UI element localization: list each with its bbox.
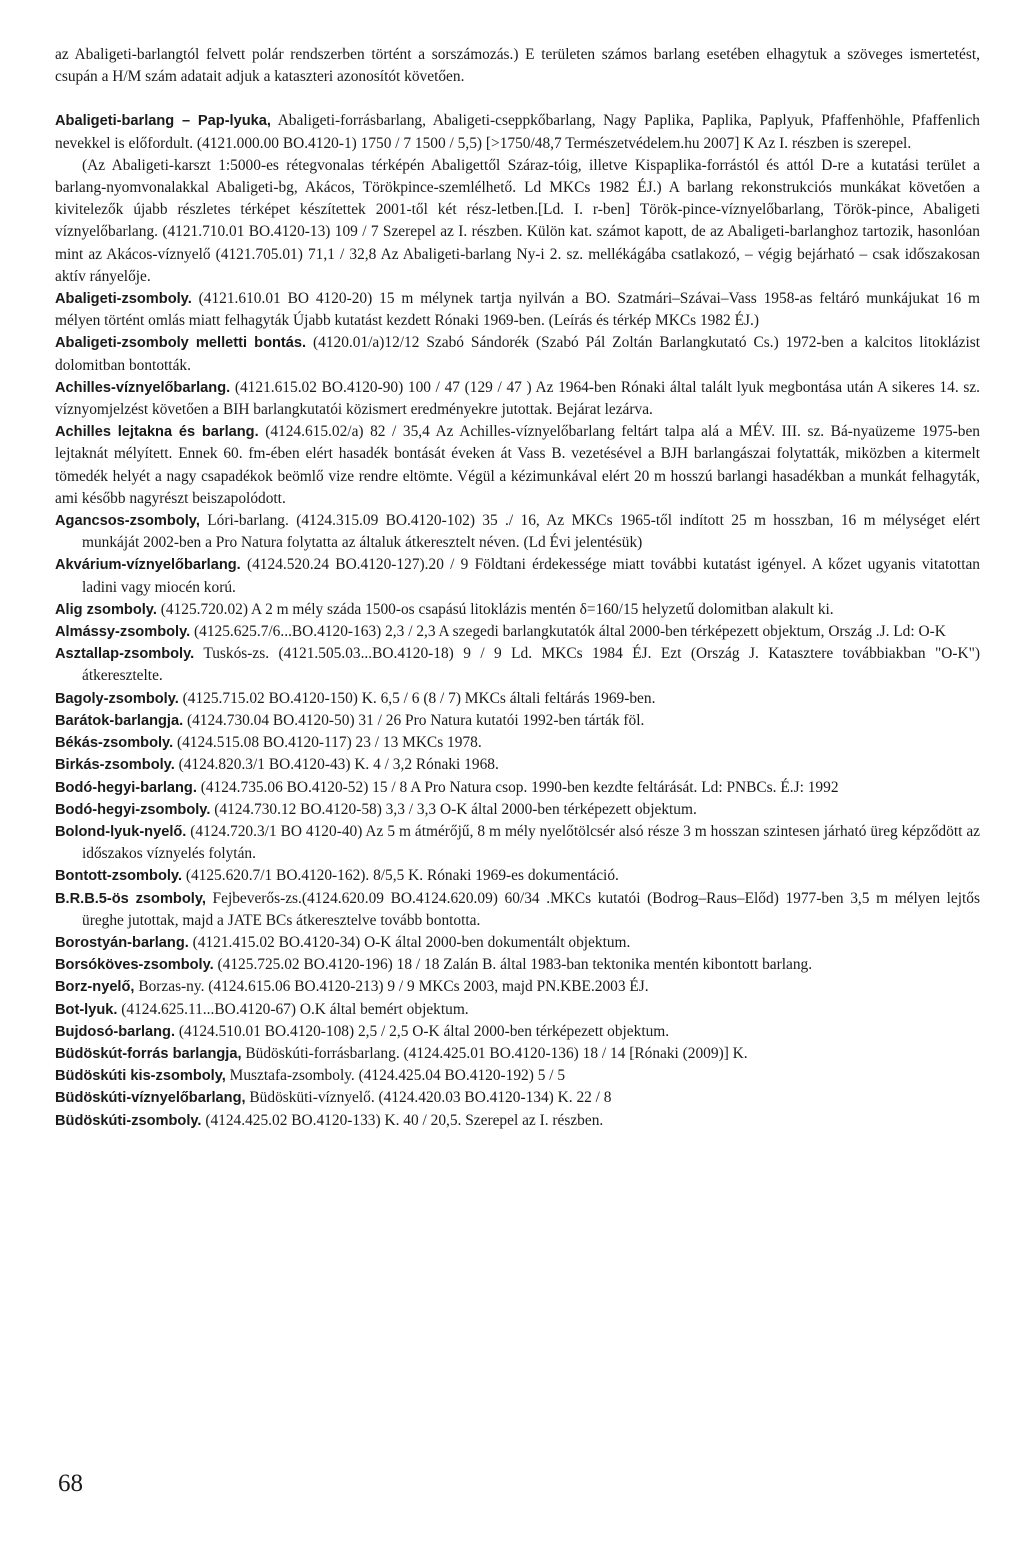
cave-entry <box>55 976 980 998</box>
cave-description: (4125.620.7/1 BO.4120-162). 8/5,5 K. Rónaki 1969-es dokumentáció. <box>182 867 619 885</box>
cave-name: Abaligeti-barlang – Pap-lyuka, <box>55 113 271 130</box>
cave-description: (4125.625.7/6...BO.4120-163) 2,3 / 2,3 A szegedi barlangkutatók által 2000-ben térképezett objektum, Ország .J. Ld: O-K <box>190 623 946 641</box>
cave-entry <box>55 954 980 976</box>
cave-description: (4124.730.04 BO.4120-50) 31 / 26 Pro Natura kutatói 1992-ben tárták föl. <box>183 711 645 729</box>
cave-entry <box>55 999 980 1021</box>
cave-name: Bodó-hegyi-zsomboly. <box>55 801 211 818</box>
cave-entry <box>55 377 980 421</box>
cave-description: Lóri-barlang. (4124.315.09 BO.4120-102) 35 ./ 16, Az MKCs 1965-től indított 25 m hosszban, 16 m mélységet elért munkáját 2002-ben a Pro Natura folytatta az általuk átkeresztelt néven. (Ld Évi jelentésük) <box>82 512 980 552</box>
cave-entry <box>55 643 980 687</box>
cave-entry <box>55 110 980 154</box>
cave-description: (Az Abaligeti-karszt 1:5000-es rétegvonalas térképén Abaligettől Száraz-tóig, illetve Kispaplika-forrástól és attól D-re a kutatási terület a barlang-nyomvonalakkal Abaligeti-bg, Akácos, Törökpince-szemlélhető. Ld MKCs 1982 ÉJ.) A barlang rekonstrukciós munkákat követően a kivitelezők újabb részletes térképet készítettek 2001-től két rész-letben.[Ld. I. r-ben] Török-pince-víznyelőbarlang, Török-pince, Abaligeti víznyelőbarlang. (4121.710.01 BO.4120-13) 109 / 7 Szerepel az I. részben. Külön kat. számot kapott, de az Abaligeti-barlanghoz tartozik, hasonlóan mint az Akácos-víznyelő (4121.705.01) 71,1 / 32,8 Az Abaligeti-barlang Ny-i 2. sz. mellékágába csatlakozó, – végig bejárható – csak időszakosan aktív rányelője. <box>55 156 980 285</box>
cave-description: (4125.720.02) A 2 m mély száda 1500-os csapású litoklázis mentén δ=160/15 helyzetű dolomitban alakult ki. <box>156 600 834 618</box>
cave-name: Büdöskúti-zsomboly. <box>55 1112 202 1129</box>
cave-entry <box>55 510 980 554</box>
cave-name: Achilles-víznyelőbarlang. <box>55 379 231 396</box>
cave-entry <box>55 732 980 754</box>
cave-name: Achilles lejtakna és barlang. <box>55 424 259 441</box>
cave-entry <box>55 754 980 776</box>
cave-name: Barátok-barlangja. <box>55 712 184 729</box>
cave-name: Abaligeti-zsomboly melletti bontás. <box>55 335 307 352</box>
cave-name: Akvárium-víznyelőbarlang. <box>55 557 241 574</box>
cave-name: Alig zsomboly. <box>55 601 157 618</box>
cave-entry <box>55 932 980 954</box>
cave-entry <box>55 1087 980 1109</box>
cave-name: Borz-nyelő, <box>55 979 135 996</box>
cave-name: Asztallap-zsomboly. <box>55 646 195 663</box>
cave-description: (4121.610.01 BO 4120-20) 15 m mélynek tartja nyilván a BO. Szatmári–Szávai–Vass 1958-as feltáró munkájukat 16 m mélyen történt omlás miatt felhagyták Újabb kutatást kezdett Rónaki 1969-ben. (Leírás és térkép MKCs 1982 ÉJ.) <box>55 290 980 330</box>
cave-description: (4124.520.24 BO.4120-127).20 / 9 Földtani érdekessége miatt további kutatást igényel. A kőzet ugyanis vitatottan ladini vagy miocén korú. <box>82 556 980 596</box>
cave-description: Musztafa-zsomboly. (4124.425.04 BO.4120-192) 5 / 5 <box>225 1067 566 1085</box>
cave-name: Bontott-zsomboly. <box>55 868 182 885</box>
cave-entry <box>55 688 980 710</box>
intro-paragraph: az Abaligeti-barlangtól felvett polár rendszerben történt a sorszámozás.) E területen számos barlang esetében elhagytuk a szöveges ismertetést, csupán a H/M szám adatait adjuk a kataszteri azonosítót követően. <box>55 46 980 86</box>
page-number: 68 <box>58 1470 83 1497</box>
cave-name: Almássy-zsomboly. <box>55 624 191 641</box>
cave-entry <box>55 1021 980 1043</box>
cave-description: (4125.715.02 BO.4120-150) K. 6,5 / 6 (8 / 7) MKCs általi feltárás 1969-ben. <box>178 689 656 707</box>
cave-description: (4124.625.11...BO.4120-67) O.K által bemért objektum. <box>117 1000 469 1018</box>
cave-name: Borsóköves-zsomboly. <box>55 957 214 974</box>
cave-description: Fejbeverős-zs.(4124.620.09 BO.4124.620.09) 60/34 .MKCs kutatói (Bodrog–Raus–Előd) 1977-ben 3,5 m mélyen lejtős üreghe jutottak, majd a JATE BCs átkeresztelve tovább bontotta. <box>82 889 980 929</box>
cave-description: (4120.01/a)12/12 Szabó Sándorék (Szabó Pál Zoltán Barlangkutató Cs.) 1972-ben a kalcitos litoklázist dolomitban bontották. <box>55 334 980 374</box>
cave-name: Békás-zsomboly. <box>55 735 174 752</box>
page-body <box>55 44 980 1132</box>
cave-name: Bot-lyuk. <box>55 1001 118 1018</box>
cave-description: (4124.615.02/a) 82 / 35,4 Az Achilles-víznyelőbarlang feltárt talpa alá a MÉV. III. sz. Bá-nyaüzeme 1975-ben lejtaknát mélyített. Ennek 60. fm-ében elért hasadék bontását éveken át Vass B. vezetésével a BJH barlangászai folytatták, miközben a kitermelt tömedék helyét a nagy csapadékok beömlő vize rendre eltömte. Végül a kézimunkával elért 20 m hosszú barlangi hasadékban a munkát felhagyták, ami később nagyrészt beiszapolódott. <box>55 423 980 507</box>
cave-entry <box>55 710 980 732</box>
cave-name: Bujdosó-barlang. <box>55 1023 175 1040</box>
cave-entry <box>55 288 980 332</box>
cave-entry <box>55 865 980 887</box>
cave-description: Borzas-ny. (4124.615.06 BO.4120-213) 9 / 9 MKCs 2003, majd PN.KBE.2003 ÉJ. <box>134 978 649 996</box>
cave-description: (4121.415.02 BO.4120-34) O-K által 2000-ben dokumentált objektum. <box>188 933 631 951</box>
cave-entry <box>55 799 980 821</box>
cave-description: (4124.720.3/1 BO 4120-40) Az 5 m átmérőjű, 8 m mély nyelőtölcsér alsó része 3 m hosszan szintesen járható üreg képződött az időszakos víznyelés folytán. <box>82 822 980 863</box>
cave-entry <box>55 777 980 799</box>
cave-name: Agancsos-zsomboly, <box>55 513 200 530</box>
cave-description: (4124.735.06 BO.4120-52) 15 / 8 A Pro Natura csop. 1990-ben kezdte feltárását. Ld: PNBCs. É.J: 1992 <box>196 778 839 796</box>
cave-name: Bagoly-zsomboly. <box>55 690 179 707</box>
cave-entry <box>55 421 980 510</box>
cave-entry <box>55 155 980 288</box>
cave-entry <box>55 332 980 376</box>
cave-description: (4124.730.12 BO.4120-58) 3,3 / 3,3 O-K által 2000-ben térképezett objektum. <box>210 800 697 818</box>
cave-name: Bodó-hegyi-barlang. <box>55 779 197 796</box>
cave-name: Büdöskúti-víznyelőbarlang, <box>55 1090 246 1107</box>
cave-name: Büdöskút-forrás barlangja, <box>55 1045 242 1062</box>
entry-list <box>55 110 980 1131</box>
cave-description: Büdösküti-víznyelő. (4124.420.03 BO.4120-134) K. 22 / 8 <box>245 1089 612 1107</box>
cave-description: Abaligeti-forrásbarlang, Abaligeti-cseppkőbarlang, Nagy Paplika, Paplika, Paplyuk, Pfaffenhöhle, Pfaffenlich nevekkel is előfordult. (4121.000.00 BO.4120-1) 1750 / 7 1500 / 5,5) [>1750/48,7 Természetvédelem.hu 2007] K Az I. részben is szerepel. <box>55 112 980 152</box>
cave-entry <box>55 621 980 643</box>
cave-description: Tuskós-zs. (4121.505.03...BO.4120-18) 9 / 9 Ld. MKCs 1984 ÉJ. Ezt (Ország J. Katasztere továbbiakban "O-K") átkeresztelte. <box>82 645 980 685</box>
cave-description: (4124.425.02 BO.4120-133) K. 40 / 20,5. Szerepel az I. részben. <box>201 1111 604 1129</box>
cave-name: B.R.B.5-ös zsomboly, <box>55 890 206 907</box>
cave-description: (4124.515.08 BO.4120-117) 23 / 13 MKCs 1978. <box>173 734 482 752</box>
cave-description: Büdöskúti-forrásbarlang. (4124.425.01 BO.4120-136) 18 / 14 [Rónaki (2009)] K. <box>241 1044 748 1062</box>
cave-entry <box>55 1110 980 1132</box>
cave-name: Büdöskúti kis-zsomboly, <box>55 1068 226 1085</box>
cave-description: (4124.820.3/1 BO.4120-43) K. 4 / 3,2 Rónaki 1968. <box>174 756 499 774</box>
cave-description: (4125.725.02 BO.4120-196) 18 / 18 Zalán B. által 1983-ban tektonika mentén kibontott barlang. <box>213 956 813 974</box>
cave-entry <box>55 888 980 932</box>
cave-entry <box>55 1065 980 1087</box>
cave-entry <box>55 599 980 621</box>
cave-entry <box>55 821 980 865</box>
cave-description: (4121.615.02 BO.4120-90) 100 / 47 (129 / 47 ) Az 1964-ben Rónaki által talált lyuk megbontása után A sikeres 14. sz. víznyomjelzést követően a BIH barlangkutatói közismert eredményekre jutottak. Bejárat lezárva. <box>55 378 980 419</box>
cave-entry <box>55 554 980 598</box>
cave-entry <box>55 1043 980 1065</box>
cave-name: Birkás-zsomboly. <box>55 757 175 774</box>
cave-name: Abaligeti-zsomboly. <box>55 291 192 308</box>
cave-description: (4124.510.01 BO.4120-108) 2,5 / 2,5 O-K által 2000-ben térképezett objektum. <box>175 1022 670 1040</box>
cave-name: Bolond-lyuk-nyelő. <box>55 823 187 840</box>
cave-name: Borostyán-barlang. <box>55 934 189 951</box>
